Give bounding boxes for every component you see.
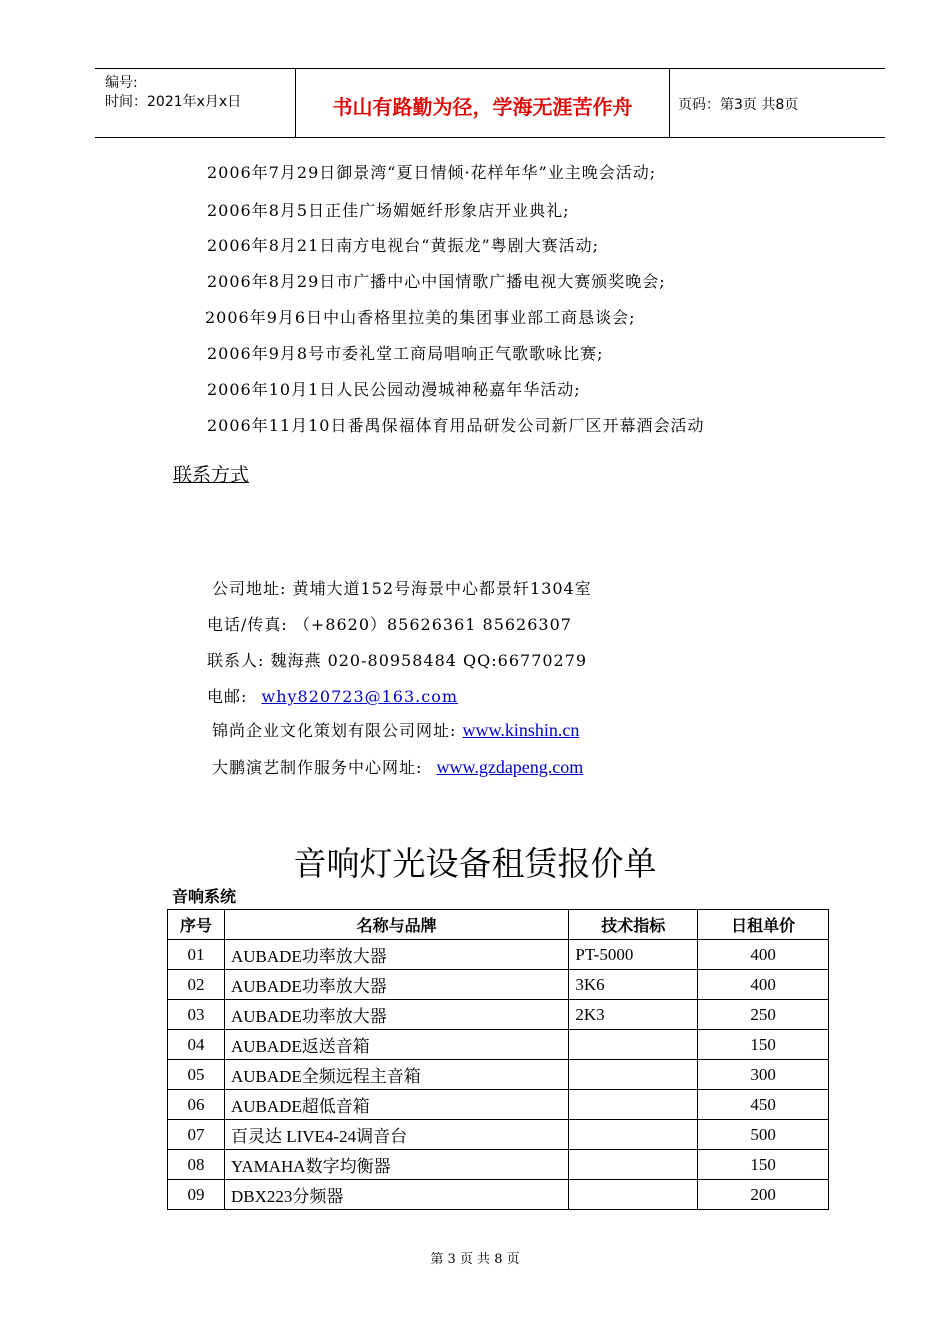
row-number: 02 [168,970,225,1000]
row-number: 07 [168,1120,225,1150]
row-name: AUBADE功率放大器 [224,1000,568,1030]
row-number: 04 [168,1030,225,1060]
table-row [168,1120,829,1150]
row-name: AUBADE功率放大器 [224,940,568,970]
table-row [168,940,829,970]
row-price: 450 [698,1090,829,1120]
row-number: 01 [168,940,225,970]
row-price: 500 [698,1120,829,1150]
event-item: 2006年9月6日中山香格里拉美的集团事业部工商恳谈会; [205,308,636,327]
row-price: 400 [698,940,829,970]
row-spec: PT-5000 [569,940,698,970]
row-spec [569,1180,698,1210]
table-row [168,1060,829,1090]
row-spec: 3K6 [569,970,698,1000]
event-item: 2006年8月21日南方电视台“黄振龙”粤剧大赛活动; [207,236,600,255]
row-spec [569,1060,698,1090]
row-price: 200 [698,1180,829,1210]
contact-heading: 联系方式 [173,464,250,486]
header-page-label: 页码：第3页 共8页 [678,97,799,113]
row-name: DBX223分频器 [224,1180,568,1210]
email-label: 电邮: [207,687,248,706]
row-number: 08 [168,1150,225,1180]
row-spec [569,1150,698,1180]
table-header-row [168,910,829,940]
row-price: 150 [698,1150,829,1180]
row-spec [569,1030,698,1060]
row-name: AUBADE超低音箱 [224,1090,568,1120]
page-footer: 第 3 页 共 8 页 [430,1252,520,1267]
header-info-cell [95,69,296,137]
row-number: 09 [168,1180,225,1210]
row-name: AUBADE全频远程主音箱 [224,1060,568,1090]
contact-email-row [207,684,458,707]
event-item: 2006年8月29日市广播中心中国情歌广播电视大赛颁奖晚会; [207,272,666,291]
column-header: 日租单价 [698,910,829,940]
row-spec [569,1120,698,1150]
row-price: 300 [698,1060,829,1090]
document-time-label: 时间：2021年x月x日 [105,94,242,110]
row-name: 百灵达 LIVE4-24调音台 [224,1120,568,1150]
column-header: 序号 [168,910,225,940]
header-page-cell [670,69,885,137]
header-motto-cell [296,69,670,137]
row-spec: 2K3 [569,1000,698,1030]
row-number: 06 [168,1090,225,1120]
contact-site2-row [212,755,583,778]
row-price: 150 [698,1030,829,1060]
row-price: 400 [698,970,829,1000]
contact-site1-row [212,718,579,741]
column-header: 名称与品牌 [224,910,568,940]
row-price: 250 [698,1000,829,1030]
event-item: 2006年8月5日正佳广场媚姬纤形象店开业典礼; [207,201,570,220]
row-name: AUBADE返送音箱 [224,1030,568,1060]
table-row [168,1090,829,1120]
table-row [168,970,829,1000]
contact-person: 联系人: 魏海燕 020-80958484 QQ:66770279 [207,651,588,670]
quote-title: 音响灯光设备租赁报价单 [293,844,657,883]
document-number-label: 编号: [105,75,138,91]
table-row [168,1180,829,1210]
header-motto: 书山有路勤为径，学海无涯苦作舟 [332,95,633,119]
table-row [168,1150,829,1180]
quote-section-title: 音响系统 [172,887,237,906]
row-name: AUBADE功率放大器 [224,970,568,1000]
row-number: 03 [168,1000,225,1030]
quote-table [167,909,829,1210]
row-name: YAMAHA数字均衡器 [224,1150,568,1180]
row-spec [569,1090,698,1120]
page-header [95,68,885,138]
table-row [168,1030,829,1060]
event-item: 2006年7月29日御景湾“夏日情倾·花样年华”业主晚会活动; [207,163,657,182]
contact-phone: 电话/传真: （+8620）85626361 85626307 [207,615,572,634]
email-link[interactable]: why820723@163.com [261,687,459,706]
event-item: 2006年9月8号市委礼堂工商局唱响正气歌歌咏比赛; [207,344,604,363]
site2-link[interactable]: www.gzdapeng.com [436,757,584,777]
site1-link[interactable]: www.kinshin.cn [462,720,580,740]
event-item: 2006年11月10日番禺保福体育用品研发公司新厂区开幕酒会活动 [207,416,705,435]
column-header: 技术指标 [569,910,698,940]
site2-label: 大鹏演艺制作服务中心网址: [212,758,423,777]
table-row [168,1000,829,1030]
event-item: 2006年10月1日人民公园动漫城神秘嘉年华活动; [207,380,581,399]
row-number: 05 [168,1060,225,1090]
contact-address: 公司地址: 黄埔大道152号海景中心都景轩1304室 [212,579,592,598]
site1-label: 锦尚企业文化策划有限公司网址: [212,721,457,740]
